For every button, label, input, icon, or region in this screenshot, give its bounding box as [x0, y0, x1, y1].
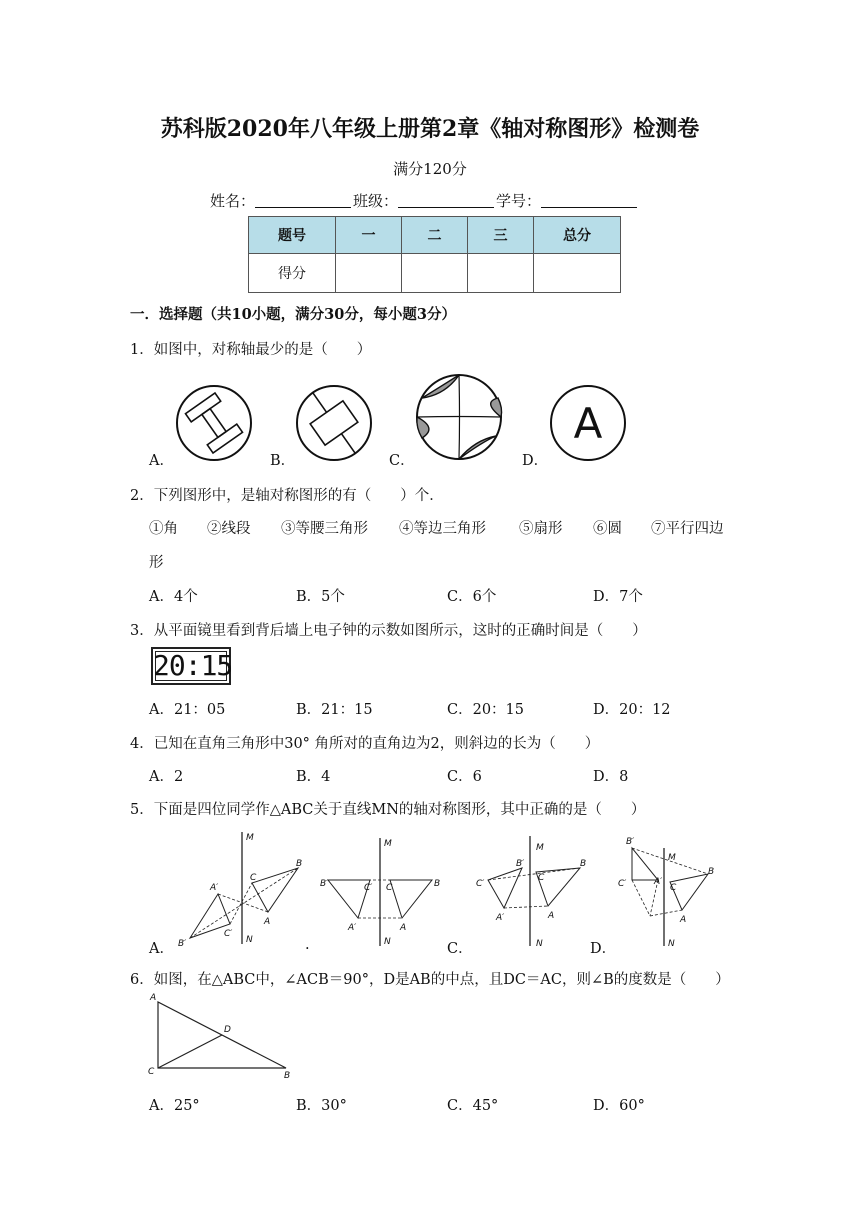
svg-text:B: B — [284, 1071, 291, 1081]
question-2-stem: 2．下列图形中，是轴对称图形的有（ ）个． — [130, 488, 444, 504]
number-label: 学号： — [496, 192, 542, 210]
svg-text:M: M — [246, 833, 254, 843]
svg-text:A′: A′ — [348, 923, 357, 933]
q2-option-d: D．7个 — [593, 589, 643, 605]
svg-text:C: C — [670, 883, 677, 893]
name-blank — [255, 193, 351, 208]
q2-item-wrap: 形 — [149, 555, 164, 571]
score-header-cell: 总分 — [534, 217, 621, 254]
svg-text:B′: B′ — [626, 837, 635, 847]
svg-text:N: N — [536, 939, 543, 949]
svg-text:C: C — [148, 1067, 155, 1077]
q2-option-b: B．5个 — [296, 589, 345, 605]
q1-option-a: A． — [149, 453, 174, 469]
q5-option-a: A． — [149, 941, 174, 957]
full-score: 满分120分 — [393, 160, 467, 178]
document-title: 苏科版2020年八年级上册第2章《轴对称图形》检测卷 — [160, 116, 700, 142]
score-cell — [402, 254, 468, 293]
question-6-stem: 6．如图，在△ABC中，∠ACB＝90°，D是AB的中点，且DC＝AC，则∠B的度数是（ ） — [130, 972, 730, 988]
svg-text:D: D — [224, 1025, 231, 1035]
q2-item: ⑤扇形 — [519, 521, 563, 537]
svg-text:C′: C′ — [618, 879, 627, 889]
question-3-stem: 3．从平面镜里看到背后墙上电子钟的示数如图所示，这时的正确时间是（ ） — [130, 623, 647, 639]
svg-text:C: C — [386, 883, 393, 893]
svg-text:N: N — [384, 937, 391, 947]
score-cell — [336, 254, 402, 293]
q2-item: ⑥圆 — [593, 521, 622, 537]
digital-clock — [151, 647, 231, 685]
svg-text:B′: B′ — [516, 859, 525, 869]
svg-text:A: A — [680, 915, 687, 925]
svg-text:A: A — [264, 917, 271, 927]
score-header-cell: 题号 — [249, 217, 336, 254]
svg-text:B: B — [708, 867, 715, 877]
score-cell — [534, 254, 621, 293]
q5-option-d: D． — [590, 941, 617, 957]
q2-item: ②线段 — [207, 521, 251, 537]
q5-figure-c — [476, 836, 586, 949]
q1-option-c: C． — [389, 453, 415, 469]
svg-text:A: A — [400, 923, 407, 933]
svg-text:A′: A′ — [210, 883, 219, 893]
student-info-line — [210, 190, 639, 211]
svg-text:N: N — [668, 939, 675, 949]
svg-text:B′: B′ — [320, 879, 329, 889]
figure-d-letter: A — [573, 399, 603, 448]
q2-item: ③等腰三角形 — [281, 521, 368, 537]
score-header-cell: 三 — [468, 217, 534, 254]
q3-option-d: D．20：12 — [593, 702, 671, 718]
clock-display: 20:15 — [153, 649, 233, 682]
number-blank — [541, 193, 637, 208]
q5-option-b: . — [305, 937, 310, 953]
question-4-stem: 4．已知在直角三角形中30° 角所对的直角边为2，则斜边的长为（ ） — [130, 736, 600, 752]
q6-option-b: B．30° — [296, 1098, 347, 1114]
q4-option-c: C．6 — [447, 769, 482, 785]
svg-text:C′: C′ — [364, 883, 373, 893]
svg-text:M: M — [668, 853, 676, 863]
q5-option-c: C． — [447, 941, 473, 957]
q2-item: ⑦平行四边 — [651, 521, 724, 537]
svg-text:N: N — [246, 935, 253, 945]
svg-text:A′: A′ — [496, 913, 505, 923]
q4-option-a: A．2 — [149, 769, 184, 785]
q4-option-d: D．8 — [593, 769, 629, 785]
svg-text:M: M — [384, 839, 392, 849]
svg-text:B′: B′ — [178, 939, 187, 949]
svg-text:C: C — [250, 873, 257, 883]
q1-option-d: D． — [522, 453, 549, 469]
q5-figure-b — [320, 838, 440, 947]
figure-b-circle — [296, 381, 371, 465]
figure-a-circle — [177, 386, 251, 460]
q1-option-b: B． — [270, 453, 296, 469]
q5-figure-a — [178, 832, 302, 949]
figure-d-circle — [551, 386, 625, 460]
svg-text:C′: C′ — [224, 929, 233, 939]
svg-text:B: B — [296, 859, 303, 869]
score-cell — [468, 254, 534, 293]
q3-option-b: B．21：15 — [296, 702, 373, 718]
svg-text:C′: C′ — [476, 879, 485, 889]
name-label: 姓名： — [210, 192, 256, 210]
svg-text:C: C — [538, 873, 545, 883]
svg-text:A: A — [150, 993, 157, 1003]
score-header-cell: 一 — [336, 217, 402, 254]
svg-text:M: M — [536, 843, 544, 853]
question-5-stem: 5．下面是四位同学作△ABC关于直线MN的轴对称图形，其中正确的是（ ） — [130, 802, 646, 818]
q2-option-c: C．6个 — [447, 589, 497, 605]
score-row-label: 得分 — [249, 254, 336, 293]
q6-option-d: D．60° — [593, 1098, 645, 1114]
question-5-figures — [170, 828, 730, 952]
q2-item: ①角 — [149, 521, 178, 537]
q3-option-c: C．20：15 — [447, 702, 524, 718]
q6-option-a: A．25° — [149, 1098, 200, 1114]
section-heading: 一．选择题（共10小题，满分30分，每小题3分） — [130, 306, 456, 323]
class-blank — [398, 193, 494, 208]
q6-option-c: C．45° — [447, 1098, 499, 1114]
svg-text:A′: A′ — [654, 877, 663, 887]
q3-option-a: A．21：05 — [149, 702, 226, 718]
q4-option-b: B．4 — [296, 769, 331, 785]
q2-item: ④等边三角形 — [399, 521, 486, 537]
svg-text:B: B — [434, 879, 441, 889]
score-header-cell: 二 — [402, 217, 468, 254]
figure-c-circle — [417, 375, 502, 459]
svg-text:A: A — [548, 911, 555, 921]
q5-figure-d — [618, 837, 714, 949]
q2-option-a: A．4个 — [149, 589, 198, 605]
svg-text:B: B — [580, 859, 587, 869]
question-1-stem: 1．如图中，对称轴最少的是（ ） — [130, 342, 372, 358]
score-table — [248, 216, 621, 293]
class-label: 班级： — [353, 192, 399, 210]
question-6-figure — [140, 990, 300, 1082]
